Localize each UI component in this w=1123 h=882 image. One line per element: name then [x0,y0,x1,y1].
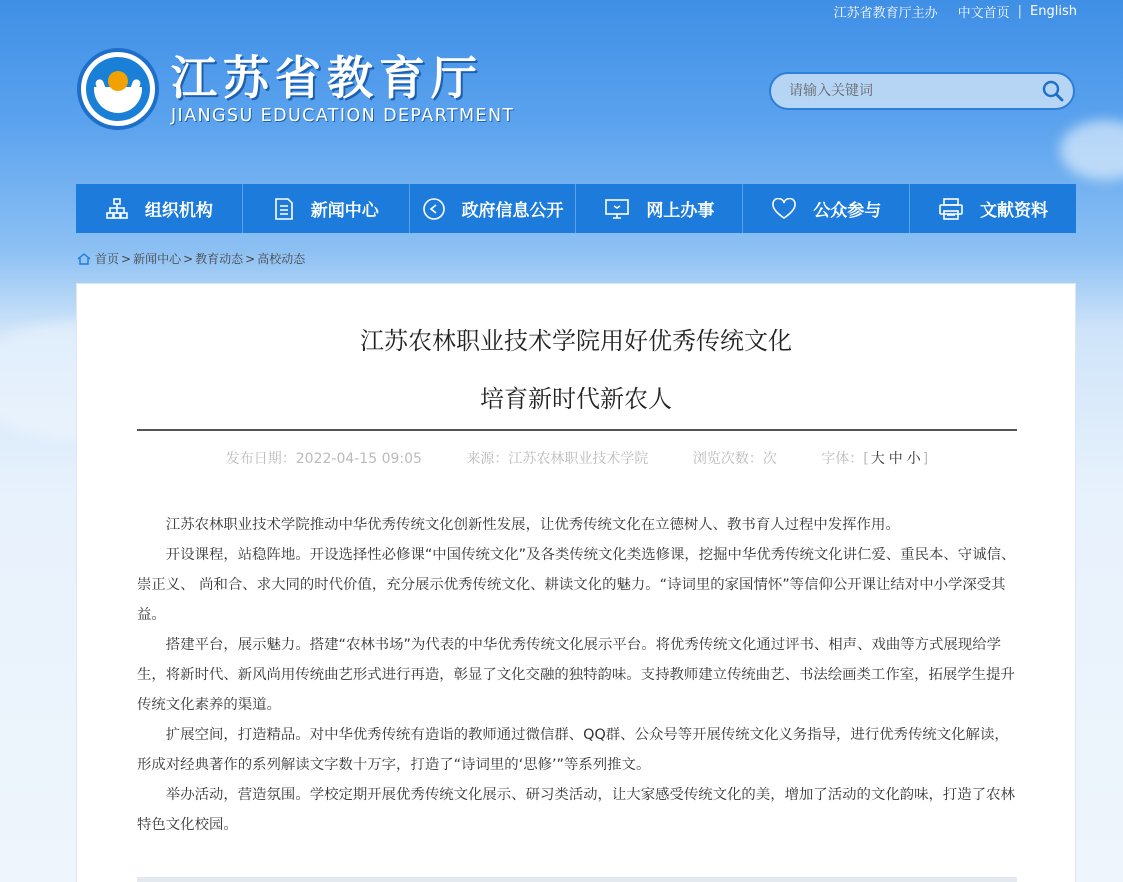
nav-label: 组织机构 [144,201,213,221]
font-size-close: ] [922,451,929,467]
printer-icon [938,197,964,221]
nav-item-news[interactable] [243,184,410,233]
play-circle-icon [422,197,446,221]
view-count: 浏览次数：次 [692,451,777,467]
breadcrumb-university-news[interactable]: 高校动态 [257,252,306,266]
logo-chinese-text: 江苏省教育厅 [171,51,483,105]
main-nav [76,184,1076,233]
breadcrumb-separator: > [121,251,132,266]
article-footer-bar [137,877,1017,882]
emblem-icon [77,48,159,130]
article-panel [76,283,1076,882]
article-paragraph: 江苏农林职业技术学院推动中华优秀传统文化创新性发展，让优秀传统文化在立德树人、教书育人过程中发挥作用。 [165,517,900,533]
monitor-icon [604,198,630,220]
heart-icon [771,198,797,220]
org-chart-icon [105,197,129,221]
top-utility-bar [834,2,1077,21]
font-size-control [821,451,928,467]
breadcrumb-edu-news[interactable]: 教育动态 [195,252,244,266]
topbar-separator: | [1017,4,1023,19]
article-meta [77,448,1077,468]
nav-label: 文献资料 [980,201,1049,221]
font-small-button[interactable]: 小 [906,451,921,467]
nav-label: 政府信息公开 [461,201,564,221]
title-divider [137,429,1017,431]
home-icon [77,253,91,265]
chinese-home-link[interactable]: 中文首页 [957,6,1010,21]
document-icon [273,197,295,221]
font-size-label: 字体：[ [821,451,869,467]
english-link[interactable]: English [1030,4,1077,19]
article-paragraph: 开设课程，站稳阵地。开设选择性必修课“中国传统文化”及各类传统文化类选修课，挖掘中华优秀传统文化讲仁爱、重民本、守诚信、崇正义、 尚和合、求大同的时代价值，充分展示优秀传统文化、耕读文化的魅力。“诗词里的家国情怀”等信仰公开课让结对中小学深受其益。 [137,547,1016,623]
nav-label: 公众参与 [813,201,882,221]
article-paragraph: 扩展空间，打造精品。对中华优秀传统有造诣的教师通过微信群、QQ群、公众号等开展传统文化义务指导，进行优秀传统文化解读，形成对经典著作的系列解读文字数十万字，打造了“诗词里的‘思修’”等系列推文。 [137,727,1009,773]
article-title-line1: 江苏农林职业技术学院用好优秀传统文化 [360,327,792,355]
search-icon [1041,79,1065,103]
search-button[interactable] [1033,74,1073,108]
nav-item-gov-info[interactable] [410,184,577,233]
article-source: 来源：江苏农林职业技术学院 [466,451,649,467]
article-paragraph: 举办活动，营造氛围。学校定期开展优秀传统文化展示、研习类活动，让大家感受传统文化的美，增加了活动的文化韵味，打造了农林特色文化校园。 [137,787,1015,833]
article-body [137,510,1019,840]
breadcrumb-news[interactable]: 新闻中心 [133,252,182,266]
nav-item-online-service[interactable] [576,184,743,233]
cloud-decoration [1060,120,1123,180]
article-title-line2: 培育新时代新农人 [480,385,672,413]
font-medium-button[interactable]: 中 [888,451,903,467]
logo-english-text: JIANGSU EDUCATION DEPARTMENT [171,106,515,126]
nav-item-organization[interactable] [76,184,243,233]
article-paragraph: 搭建平台，展示魅力。搭建“农林书场”为代表的中华优秀传统文化展示平台。将优秀传统文化通过评书、相声、戏曲等方式展现给学生，将新时代、新风尚用传统曲艺形式进行再造，彰显了文化交融的独特韵味。支持教师建立传统曲艺、书法绘画类工作室，拓展学生提升传统文化素养的渠道。 [137,637,1015,713]
site-logo[interactable] [77,48,515,130]
breadcrumb-separator: > [183,251,194,266]
search-box [769,72,1075,110]
nav-label: 网上办事 [646,201,715,221]
search-input[interactable] [771,74,1033,108]
breadcrumb-home[interactable]: 首页 [95,252,120,266]
host-link[interactable]: 江苏省教育厅主办 [833,6,938,21]
breadcrumb [77,250,305,267]
nav-label: 新闻中心 [310,201,379,221]
nav-item-documents[interactable] [910,184,1076,233]
publish-date: 发布日期：2022-04-15 09:05 [225,451,422,467]
font-large-button[interactable]: 大 [870,451,885,467]
breadcrumb-separator: > [245,251,256,266]
nav-item-public-participation[interactable] [743,184,910,233]
